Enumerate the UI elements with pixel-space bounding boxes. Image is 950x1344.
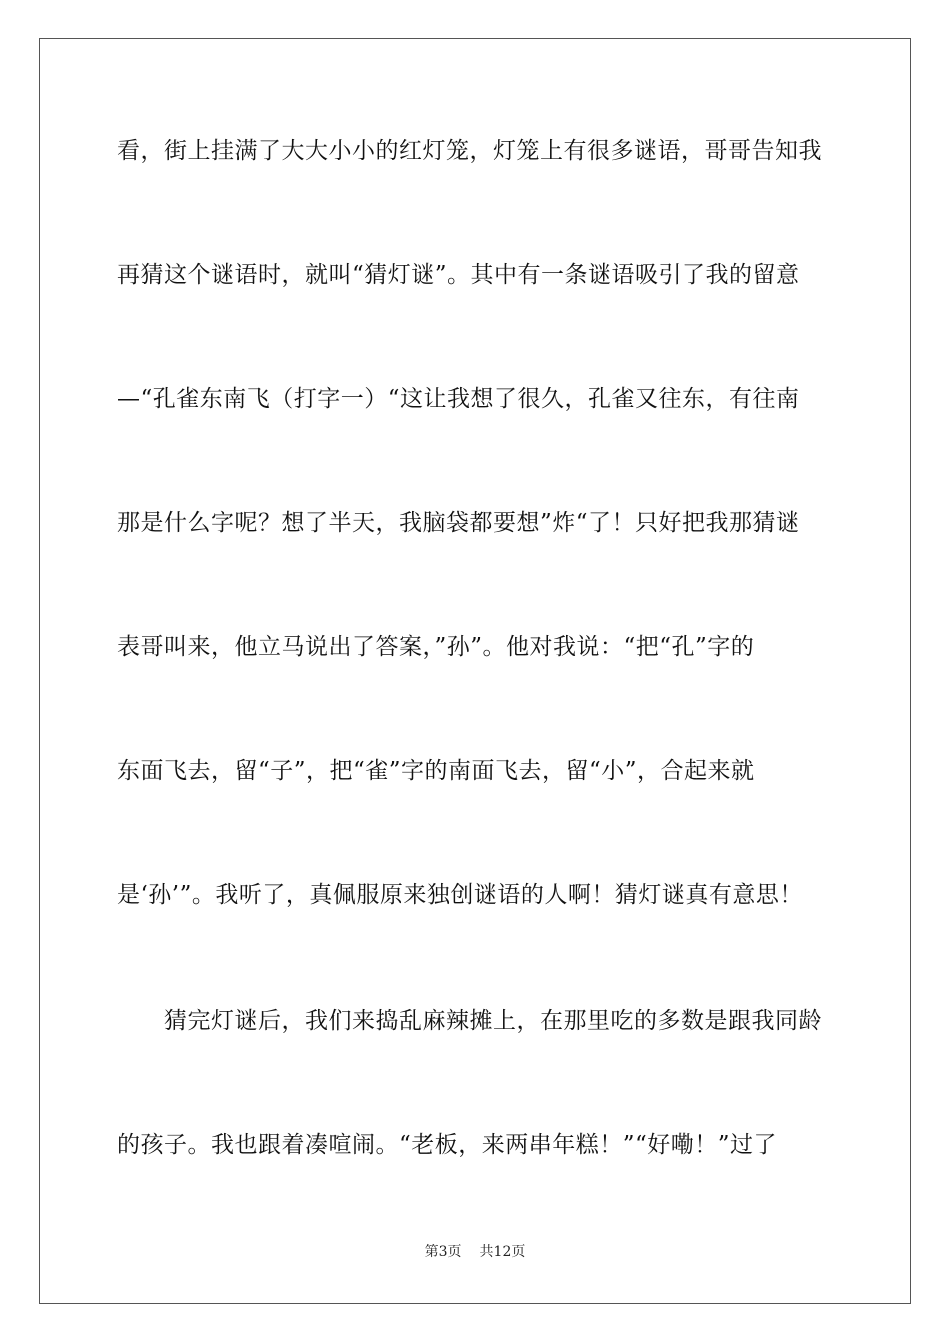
text-line: 再猜这个谜语时，就叫“猜灯谜”。其中有一条谜语吸引了我的留意	[117, 262, 800, 288]
text-line: 表哥叫来，他立马说出了答案，”孙”。他对我说：“把“孔”字的	[117, 634, 755, 660]
text-line: 的孩子。我也跟着凑喧闹。“老板，来两串年糕！”“好嘞！”过了	[117, 1132, 778, 1158]
text-line: 是‘孙’”。我听了，真佩服原来独创谜语的人啊！猜灯谜真有意思！	[117, 882, 803, 908]
text-line: 那是什么字呢？想了半天，我脑袋都要想”炸“了！只好把我那猜谜	[117, 510, 800, 536]
page-border	[39, 38, 911, 1304]
text-line: —“孔雀东南飞（打字一）“这让我想了很久，孔雀又往东，有往南	[117, 386, 800, 412]
page-number: 第3页	[424, 1244, 462, 1260]
text-line: 东面飞去，留“子”，把“雀”字的南面飞去，留“小”，合起来就	[117, 758, 755, 784]
page-total: 共12页	[479, 1244, 526, 1260]
text-line: 猜完灯谜后，我们来捣乱麻辣摊上，在那里吃的多数是跟我同龄	[117, 1008, 822, 1034]
text-line: 看，街上挂满了大大小小的红灯笼，灯笼上有很多谜语，哥哥告知我	[117, 138, 822, 164]
page-footer	[0, 1243, 950, 1261]
